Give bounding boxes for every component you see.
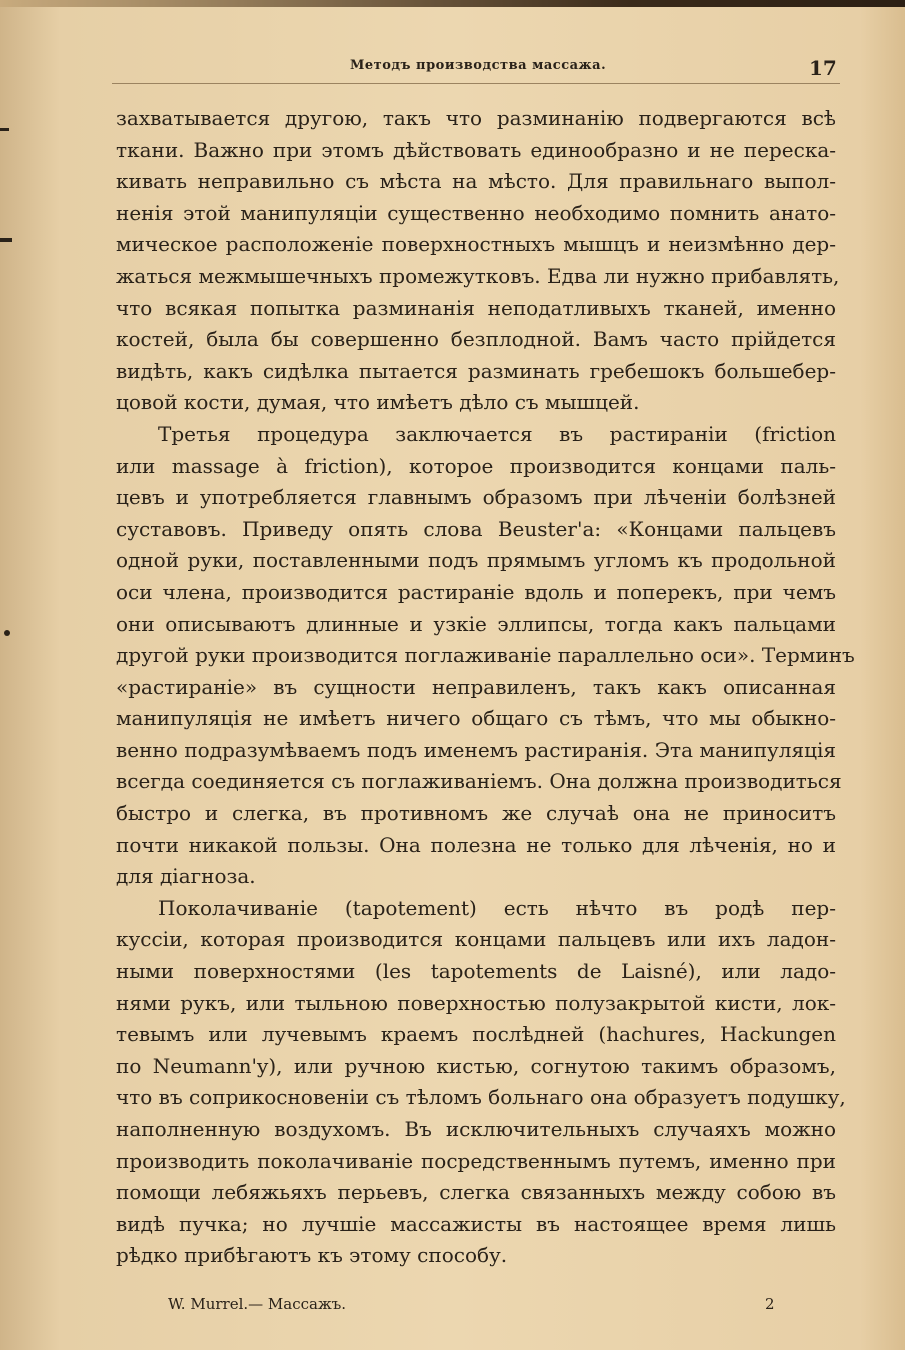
page-top-edge (0, 0, 905, 7)
text-line: одной руки, поставленными подъ прямымъ угломъ къ продольной (116, 548, 836, 573)
text-line: кивать неправильно съ мѣста на мѣсто. Для правильнаго выпол- (116, 169, 836, 194)
text-line: ненія этой манипуляціи существенно необходимо помнить анато- (116, 200, 836, 225)
text-line: «растираніе» въ сущности неправиленъ, такъ какъ описанная (116, 674, 836, 699)
text-line: по Neumann'y), или ручною кистью, согнутою такимъ образомъ, (116, 1053, 836, 1078)
text-line: жаться межмышечныхъ промежутковъ. Едва ли нужно прибавлять, (116, 263, 840, 288)
text-line: цевъ и употребляется главнымъ образомъ при лѣченіи болѣзней (116, 485, 836, 510)
text-line: или massage à friction), которое производится концами паль- (116, 453, 836, 478)
margin-mark (0, 238, 12, 242)
text-line: почти никакой пользы. Она полезна не только для лѣченія, но и (116, 832, 836, 857)
text-line: манипуляція не имѣетъ ничего общаго съ тѣмъ, что мы обыкно- (116, 706, 836, 731)
text-line: венно подразумѣваемъ подъ именемъ растиранія. Эта манипуляція (116, 737, 836, 762)
text-line: видѣ пучка; но лучшіе массажисты въ настоящее время лишь (116, 1211, 836, 1236)
text-line: оси члена, производится растираніе вдоль и поперекъ, при чемъ (116, 579, 836, 604)
page-number: 17 (809, 56, 837, 80)
text-line: нями рукъ, или тыльною поверхностью полузакрытой кисти, лок- (116, 990, 836, 1015)
text-line: что въ соприкосновеніи съ тѣломъ больнаго она образуетъ подушку, (116, 1085, 846, 1110)
text-line: помощи лебяжьяхъ перьевъ, слегка связанныхъ между собою въ (116, 1180, 836, 1205)
text-line: наполненную воздухомъ. Въ исключительныхъ случаяхъ можно (116, 1117, 836, 1141)
text-line: захватывается другою, такъ что разминанію подвергаются всѣ (116, 106, 836, 130)
text-line: куссіи, которая производится концами пальцевъ или ихъ ладон- (116, 927, 836, 952)
text-line: ными поверхностями (les tapotements de Laisné), или ладо- (116, 959, 836, 984)
text-line: цовой кости, думая, что имѣетъ дѣло съ мышцей. (116, 390, 640, 415)
margin-mark (0, 128, 9, 131)
body-text (116, 103, 855, 1272)
text-line: Третья процедура заключается въ растираніи (friction (158, 421, 836, 446)
text-line: видѣть, какъ сидѣлка пытается разминать гребешокъ большебер- (116, 358, 836, 383)
text-line: производить поколачиваніе посредственнымъ путемъ, именно при (116, 1148, 836, 1173)
text-line: суставовъ. Приведу опять слова Beuster'а: «Концами пальцевъ (116, 516, 836, 541)
text-line: ткани. Важно при этомъ дѣйствовать единообразно и не переска- (116, 137, 836, 162)
text-line: всегда соединяется съ поглаживаніемъ. Она должна производиться (116, 769, 842, 794)
header-rule (112, 83, 840, 84)
text-line: Поколачиваніе (tapotement) есть нѣчто въ родѣ пер- (158, 895, 836, 920)
text-line: мическое расположеніе поверхностныхъ мышцъ и неизмѣнно дер- (116, 232, 836, 257)
margin-mark (4, 630, 10, 636)
text-line: другой руки производится поглаживаніе параллельно оси». Терминъ (116, 643, 855, 668)
text-line: быстро и слегка, въ противномъ же случаѣ она не приноситъ (116, 801, 836, 826)
text-line: костей, была бы совершенно безплодной. Вамъ часто прійдется (116, 327, 836, 352)
text-line: что всякая попытка разминанія неподатливыхъ тканей, именно (116, 295, 836, 320)
text-line: тевымъ или лучевымъ краемъ послѣдней (hachures, Hackungen (116, 1022, 836, 1047)
running-head: Методъ производства массажа. (350, 58, 607, 73)
text-line: они описываютъ длинные и узкіе эллипсы, тогда какъ пальцами (116, 611, 836, 636)
sheet-signature-number: 2 (765, 1295, 775, 1313)
footer-signature: W. Murrel.— Массажъ. (168, 1295, 347, 1313)
text-line: для діагноза. (116, 864, 256, 889)
text-line: рѣдко прибѣгаютъ къ этому способу. (116, 1243, 508, 1268)
